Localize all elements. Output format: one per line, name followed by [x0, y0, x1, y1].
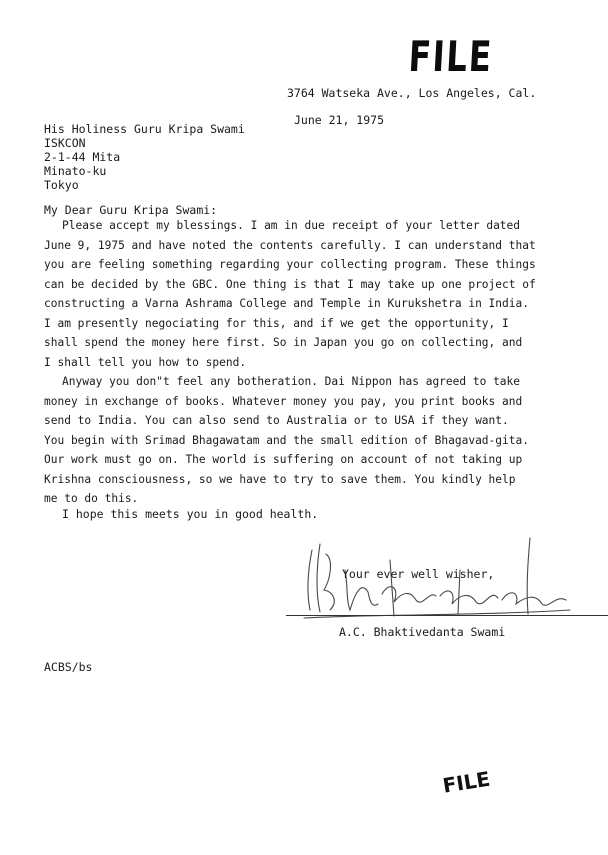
file-stamp-top: FILE — [407, 32, 495, 81]
body-line: Krishna consciousness, so we have to try to save them. You kindly help — [44, 472, 516, 486]
body-line: shall spend the money here first. So in Japan you go on collecting, and — [44, 336, 523, 349]
closing-phrase: Your ever well wisher, — [342, 567, 495, 581]
sender-address: 3764 Watseka Ave., Los Angeles, Cal. — [287, 86, 537, 100]
letter-body — [44, 216, 584, 509]
signature-line — [286, 615, 608, 616]
recipient-line: 2-1-44 Mita — [44, 150, 121, 164]
paragraph-1 — [44, 216, 584, 372]
body-line: me to do this. — [44, 492, 139, 505]
recipient-block — [44, 122, 245, 192]
body-line: I shall tell you how to spend. — [44, 355, 247, 369]
body-line: money in exchange of books. Whatever money you pay, you print books and — [44, 394, 523, 408]
recipient-line: ISKCON — [44, 136, 86, 150]
body-line: Our work must go on. The world is suffering on account of not taking up — [44, 453, 523, 466]
body-line: Anyway you don"t feel any botheration. Dai Nippon has agreed to take — [62, 375, 521, 388]
body-line: June 9, 1975 and have noted the contents carefully. I can understand that — [44, 238, 536, 252]
signatory-name: A.C. Bhaktivedanta Swami — [339, 625, 506, 639]
body-line: constructing a Varna Ashrama College and Temple in Kurukshetra in India. — [44, 297, 529, 310]
recipient-line: Tokyo — [44, 178, 79, 192]
paragraph-3: I hope this meets you in good health. — [62, 507, 319, 521]
body-line: send to India. You can also send to Australia or to USA if they want. — [44, 414, 509, 427]
letter-date: June 21, 1975 — [294, 113, 385, 127]
recipient-line: His Holiness Guru Kripa Swami — [44, 122, 245, 136]
body-line: can be decided by the GBC. One thing is that I may take up one project of — [44, 277, 536, 291]
body-line: I am presently negociating for this, and if we get the opportunity, I — [44, 316, 509, 330]
reference-initials: ACBS/bs — [44, 660, 93, 674]
body-line: Please accept my blessings. I am in due receipt of your letter dated — [62, 219, 521, 232]
file-stamp-bottom: FILE — [441, 766, 492, 798]
recipient-line: Minato-ku — [44, 164, 107, 178]
paragraph-2 — [44, 372, 584, 509]
body-line: You begin with Srimad Bhagawatam and the small edition of Bhagavad-gita. — [44, 433, 529, 447]
salutation: My Dear Guru Kripa Swami: — [44, 203, 218, 217]
body-line: you are feeling something regarding your collecting program. These things — [44, 258, 536, 271]
